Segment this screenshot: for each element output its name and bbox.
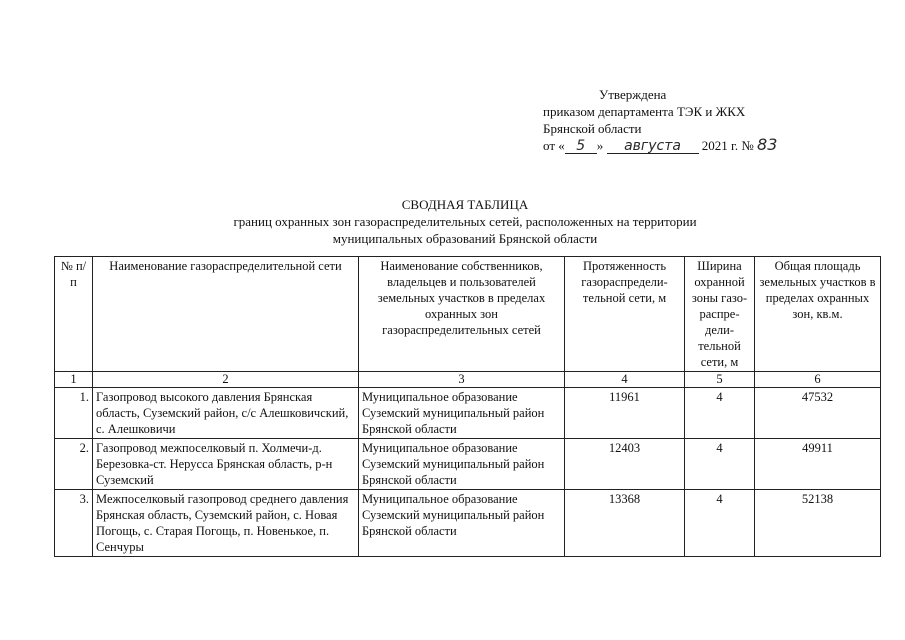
- document-heading: [120, 196, 810, 247]
- column-number: 1: [55, 372, 93, 388]
- header-zone-width: Ширина охранной зоны газо-распре-дели-тельной сети, м: [685, 257, 755, 372]
- total-area: 49911: [755, 439, 881, 490]
- column-number: 6: [755, 372, 881, 388]
- approval-block: [543, 86, 883, 154]
- total-area: 52138: [755, 490, 881, 557]
- column-number: 2: [93, 372, 359, 388]
- header-total-area: Общая площадь земельных участков в пределах охранных зон, кв.м.: [755, 257, 881, 372]
- table-row: [55, 388, 881, 439]
- column-number-row: [55, 372, 881, 388]
- table-header-row: [55, 257, 881, 372]
- network-name: Газопровод межпоселковый п. Холмечи-д. Березовка-ст. Нерусса Брянская область, р-н Суземский: [93, 439, 359, 490]
- zone-width: 4: [685, 490, 755, 557]
- owners: Муниципальное образование Суземский муниципальный район Брянской области: [359, 490, 565, 557]
- heading-subtitle-1: границ охранных зон газораспределительных сетей, расположенных на территории: [233, 214, 697, 229]
- column-number: 3: [359, 372, 565, 388]
- header-length: Протяженность газораспредели-тельной сети, м: [565, 257, 685, 372]
- network-name: Газопровод высокого давления Брянская область, Суземский район, с/с Алешковичский, с. Алешковичи: [93, 388, 359, 439]
- owners: Муниципальное образование Суземский муниципальный район Брянской области: [359, 388, 565, 439]
- zone-width: 4: [685, 439, 755, 490]
- table-row: [55, 439, 881, 490]
- row-number: 3.: [55, 490, 93, 557]
- row-number: 2.: [55, 439, 93, 490]
- zone-width: 4: [685, 388, 755, 439]
- date-quote-close: »: [596, 138, 604, 153]
- column-number: 5: [685, 372, 755, 388]
- header-number: № п/п: [55, 257, 93, 372]
- table-row: [55, 490, 881, 557]
- network-length: 12403: [565, 439, 685, 490]
- network-name: Межпоселковый газопровод среднего давления Брянская область, Суземский район, с. Новая Погощь, с. Старая Погощь, п. Новенькое, п. Сенчуры: [93, 490, 359, 557]
- owners: Муниципальное образование Суземский муниципальный район Брянской области: [359, 439, 565, 490]
- total-area: 47532: [755, 388, 881, 439]
- handwritten-month: августа: [607, 139, 699, 154]
- handwritten-day: 5: [565, 139, 597, 154]
- row-number: 1.: [55, 388, 93, 439]
- heading-subtitle-2: муниципальных образований Брянской области: [332, 231, 598, 246]
- header-owners: Наименование собственников, владельцев и пользователей земельных участков в пределах охранных зон газораспределительных сетей: [359, 257, 565, 372]
- date-prefix: от «: [543, 138, 565, 153]
- handwritten-number: 83: [757, 135, 778, 154]
- summary-table: [54, 256, 881, 557]
- approval-date-line: [543, 137, 883, 154]
- heading-title: СВОДНАЯ ТАБЛИЦА: [401, 197, 529, 212]
- approval-order-line: приказом департамента ТЭК и ЖКХ: [543, 104, 746, 119]
- column-number: 4: [565, 372, 685, 388]
- network-length: 11961: [565, 388, 685, 439]
- approval-region-line: Брянской области: [543, 121, 642, 136]
- approval-title: Утверждена: [599, 87, 667, 102]
- date-year-text: 2021 г. №: [701, 138, 754, 153]
- network-length: 13368: [565, 490, 685, 557]
- header-network-name: Наименование газораспределительной сети: [93, 257, 359, 372]
